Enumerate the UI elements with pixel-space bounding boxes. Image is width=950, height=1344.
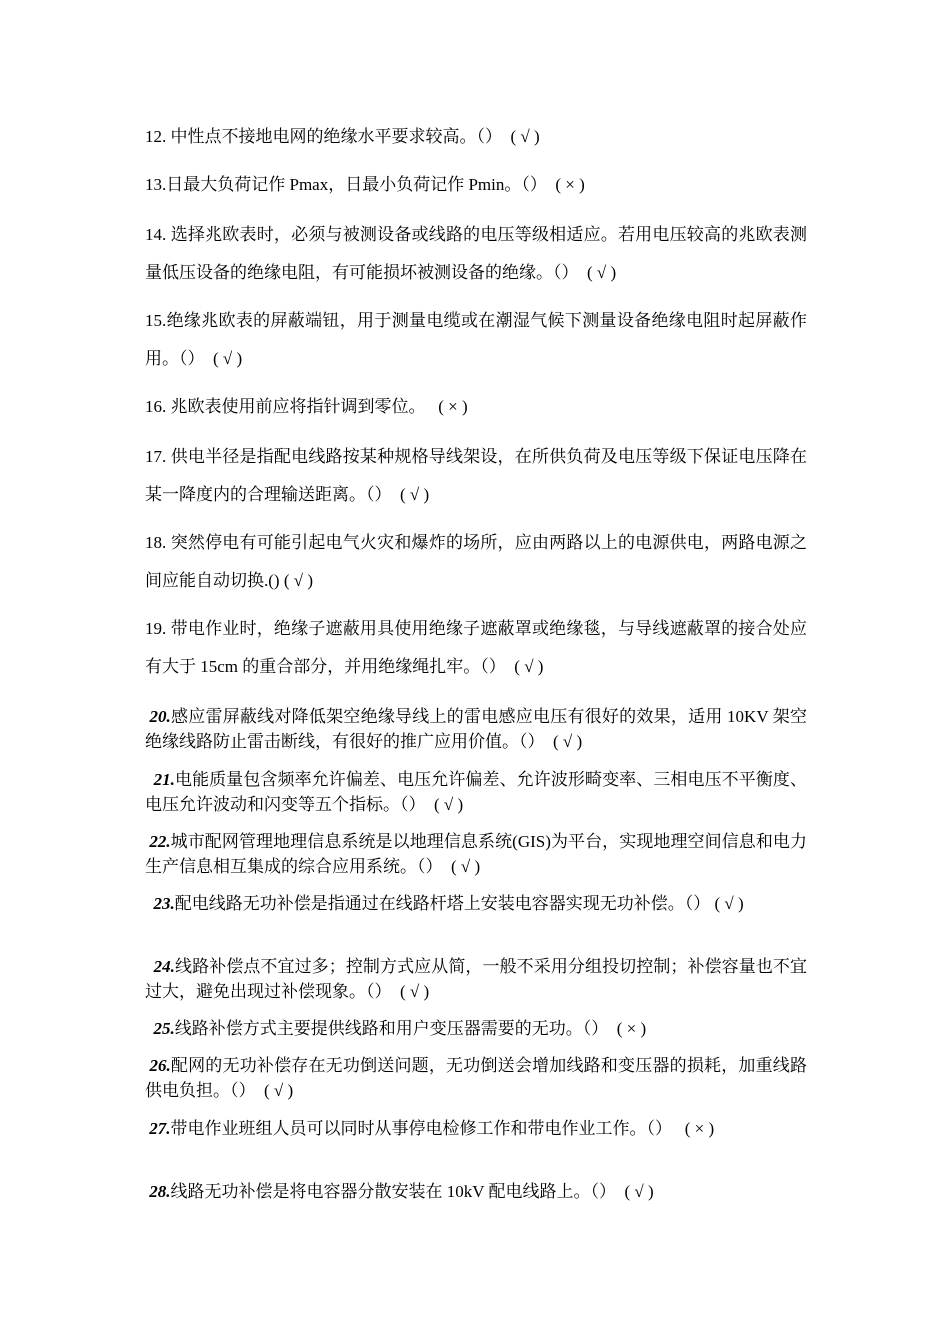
answer-mark: ( × ) — [608, 1019, 647, 1038]
question-19 — [145, 610, 807, 686]
question-number: 18. — [145, 533, 167, 552]
question-text: 绝缘兆欧表的屏蔽端钮，用于测量电缆或在潮湿气候下测量设备绝缘电阻时起屏蔽作用。（） — [145, 311, 807, 368]
answer-mark: ( √ ) — [442, 857, 481, 876]
question-text: 配电线路无功补偿是指通过在线路杆塔上安装电容器实现无功补偿。（） — [174, 894, 711, 913]
question-number: 23. — [153, 894, 175, 913]
question-text: 突然停电有可能引起电气火灾和爆炸的场所，应由两路以上的电源供电，两路电源之间应能自动切换.() — [145, 533, 807, 590]
question-text: 电能质量包含频率允许偏差、电压允许偏差、允许波形畸变率、三相电压不平衡度、电压允许波动和闪变等五个指标。（） — [145, 770, 808, 814]
question-24 — [145, 954, 807, 1004]
question-number: 26. — [149, 1056, 171, 1075]
question-indent — [145, 894, 154, 913]
question-text: 城市配网管理地理信息系统是以地理信息系统(GIS)为平台，实现地理空间信息和电力生产信息相互集成的综合应用系统。（） — [145, 832, 807, 876]
question-text: 日最大负荷记作 Pmax，日最小负荷记作 Pmin。（） — [166, 175, 547, 194]
question-26 — [145, 1053, 807, 1103]
answer-mark: ( √ ) — [279, 571, 313, 590]
answer-mark: ( × ) — [672, 1119, 715, 1138]
question-number: 25. — [153, 1019, 175, 1038]
question-text: 线路补偿方式主要提供线路和用户变压器需要的无功。（） — [174, 1019, 609, 1038]
question-text: 带电作业班组人员可以同时从事停电检修工作和带电作业工作。（） — [170, 1119, 672, 1138]
question-text: 选择兆欧表时，必须与被测设备或线路的电压等级相适应。若用电压较高的兆欧表测量低压设备的绝缘电阻，有可能损坏被测设备的绝缘。（） — [145, 225, 807, 282]
question-25 — [145, 1016, 807, 1041]
answer-mark: ( √ ) — [255, 1081, 294, 1100]
answer-mark: ( √ ) — [425, 795, 464, 814]
question-22 — [145, 829, 807, 879]
question-text: 配网的无功补偿存在无功倒送问题，无功倒送会增加线路和变压器的损耗，加重线路供电负担。（） — [145, 1056, 808, 1100]
question-number: 15. — [145, 311, 167, 330]
answer-mark: ( √ ) — [578, 263, 617, 282]
question-text: 中性点不接地电网的绝缘水平要求较高。（） — [166, 127, 502, 146]
question-18 — [145, 524, 807, 600]
answer-mark: ( √ ) — [615, 1182, 654, 1201]
question-text: 线路补偿点不宜过多；控制方式应从简，一般不采用分组投切控制；补偿容量也不宜过大，避免出现过补偿现象。（） — [145, 957, 808, 1001]
question-12 — [145, 118, 807, 156]
question-number: 16. — [145, 397, 167, 416]
question-number: 13. — [145, 175, 167, 194]
answer-mark: ( √ ) — [544, 732, 583, 751]
question-text: 感应雷屏蔽线对降低架空绝缘导线上的雷电感应电压有很好的效果，适用 10KV 架空绝缘线路防止雷击断线，有很好的推广应用价值。（） — [145, 707, 808, 751]
question-number: 24. — [153, 957, 175, 976]
question-number: 17. — [145, 447, 167, 466]
question-text: 兆欧表使用前应将指针调到零位。 — [166, 397, 426, 416]
question-number: 12. — [145, 127, 167, 146]
answer-mark: ( √ ) — [391, 485, 430, 504]
question-indent — [145, 770, 154, 789]
question-indent — [145, 1019, 154, 1038]
question-number: 19. — [145, 619, 167, 638]
question-15 — [145, 302, 807, 378]
answer-mark: ( √ ) — [502, 127, 540, 146]
question-21 — [145, 767, 807, 817]
question-20 — [145, 704, 807, 754]
question-23 — [145, 891, 807, 916]
question-number: 21. — [153, 770, 175, 789]
question-28 — [145, 1179, 807, 1204]
question-14 — [145, 216, 807, 292]
answer-mark: ( √ ) — [710, 894, 744, 913]
question-number: 14. — [145, 225, 167, 244]
question-text: 带电作业时，绝缘子遮蔽用具使用绝缘子遮蔽罩或绝缘毯，与导线遮蔽罩的接合处应有大于 15cm 的重合部分，并用绝缘绳扎牢。（） — [145, 619, 807, 676]
question-27 — [145, 1116, 807, 1141]
question-number: 27. — [149, 1119, 171, 1138]
answer-mark: ( × ) — [546, 175, 585, 194]
answer-mark: ( √ ) — [505, 657, 544, 676]
question-number: 28. — [149, 1182, 171, 1201]
question-text: 供电半径是指配电线路按某种规格导线架设，在所供负荷及电压等级下保证电压降在某一降度内的合理输送距离。（） — [145, 447, 807, 504]
question-number: 20. — [149, 707, 171, 726]
question-13 — [145, 166, 807, 204]
question-number: 22. — [149, 832, 171, 851]
answer-mark: ( √ ) — [204, 349, 243, 368]
answer-mark: ( × ) — [425, 397, 468, 416]
question-text: 线路无功补偿是将电容器分散安装在 10kV 配电线路上。（） — [170, 1182, 616, 1201]
question-16 — [145, 388, 807, 426]
answer-mark: ( √ ) — [391, 982, 430, 1001]
question-indent — [145, 957, 154, 976]
question-17 — [145, 438, 807, 514]
